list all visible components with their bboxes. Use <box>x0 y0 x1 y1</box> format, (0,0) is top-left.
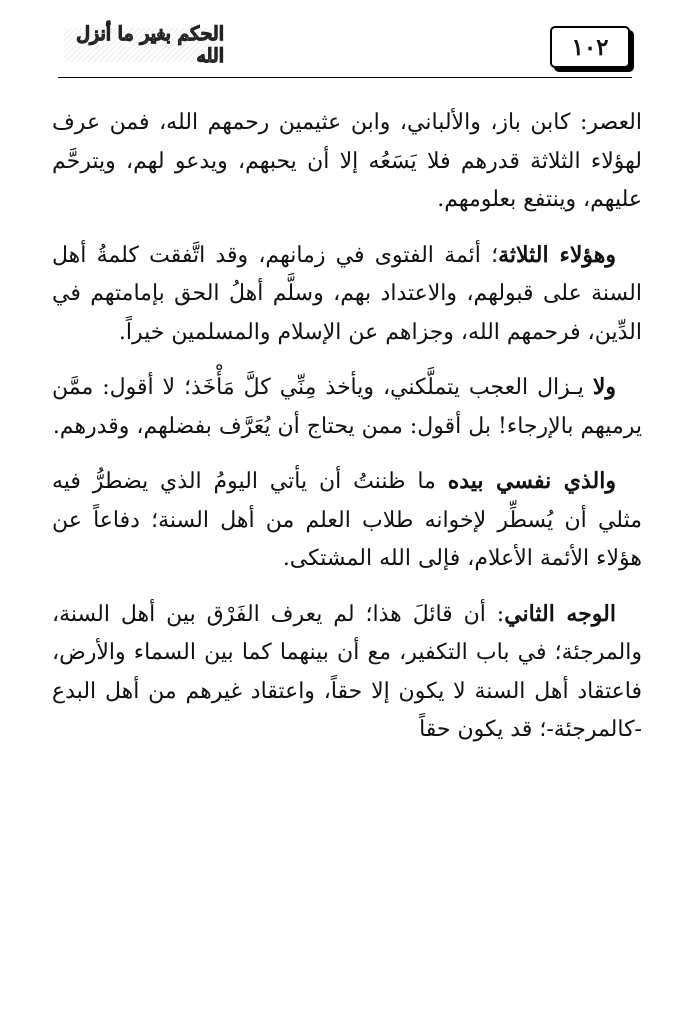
paragraph-text: ما ظننتُ أن يأتي اليومُ الذي يضطرُّ فيه مثلي أن يُسطِّر لإخوانه طلاب العلم من أهل السنة؛ دفاعاً عن هؤلاء الأئمة الأعلام، فإلى الله المشتكى. <box>52 469 642 571</box>
page-number-badge <box>550 26 630 68</box>
paragraph-text: : أن قائلَ هذا؛ لم يعرف الفَرْق بين أهل السنة، والمرجئة؛ في باب التكفير، مع أن بينهما كما بين السماء والأرض، فاعتقاد أهل السنة لا يكون إلا حقاً، واعتقاد غيرهم من أهل البدع -كالمرجئة-؛ قد يكون حقاً <box>52 601 642 742</box>
page-header <box>58 22 632 80</box>
paragraph-lead: ولا <box>592 374 616 400</box>
paragraph-text: ؛ أئمة الفتوى في زمانهم، وقد اتَّفقت كلمةُ أهل السنة على قبولهم، والاعتداد بهم، وسلَّم أهلُ الحق بإمامتهم في الدِّين، فرحمهم الله، وجزاهم عن الإسلام والمسلمين خيراً. <box>52 242 642 345</box>
paragraph-1 <box>52 104 642 220</box>
paragraph-text: العصر: كابن باز، والألباني، وابن عثيمين رحمهم الله، فمن عرف لهؤلاء الثلاثة قدرهم فلا يَسَعُه إلا أن يحبهم، ويدعو لهم، ويترحَّم عليهم، وينتفع بعلومهم. <box>52 110 642 212</box>
paragraph-text: يـزال العجب يتملَّكني، ويأخذ مِنِّي كلَّ مَأْخَذ؛ لا أقول: ممَّن يرميهم بالإرجاء! بل أقول: ممن يحتاج أن يُعَرَّف بفضلهم، وقدرهم. <box>52 375 642 439</box>
page-body <box>52 104 642 766</box>
page-number: ١٠٢ <box>571 33 609 61</box>
paragraph-4 <box>52 462 642 579</box>
paragraph-3 <box>52 368 642 446</box>
paragraph-lead: والذي نفسي بيده <box>447 468 616 494</box>
header-divider <box>58 77 632 78</box>
book-title-logo: الحكم بغير ما أنزل الله <box>64 28 224 62</box>
paragraph-lead: وهؤلاء الثلاثة <box>498 241 616 268</box>
paragraph-2 <box>52 236 642 353</box>
paragraph-5 <box>52 595 642 750</box>
paragraph-lead: الوجه الثاني <box>504 600 616 627</box>
